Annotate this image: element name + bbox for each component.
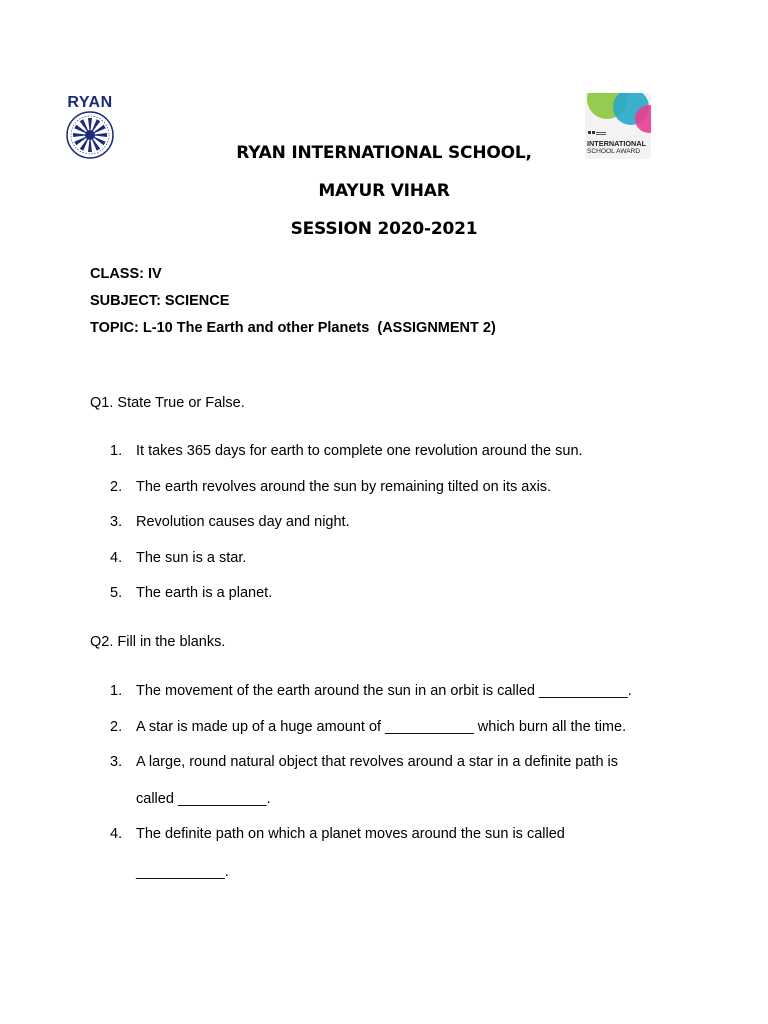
- item-number: 3.: [110, 754, 123, 770]
- item-text: The movement of the earth around the sun in an orbit is called ___________.: [136, 683, 632, 699]
- award-line1: INTERNATIONAL: [587, 139, 647, 148]
- item-number: 5.: [110, 585, 123, 601]
- ryan-wordmark: RYAN: [67, 94, 113, 111]
- list-item: [110, 443, 583, 459]
- item-number: 3.: [110, 514, 123, 530]
- item-text: A star is made up of a huge amount of ___________ which burn all the time.: [136, 719, 627, 735]
- topic-label: TOPIC: L-10 The Earth and other Planets (ASSIGNMENT 2): [90, 320, 496, 336]
- list-item: [110, 683, 632, 699]
- subject-label: SUBJECT: SCIENCE: [90, 293, 230, 309]
- q1-heading: Q1. State True or False.: [90, 395, 245, 411]
- list-item: [110, 585, 272, 601]
- q2-heading: Q2. Fill in the blanks.: [90, 634, 226, 650]
- list-item: [110, 514, 350, 530]
- item-text: The sun is a star.: [136, 550, 247, 566]
- list-item: [110, 550, 246, 566]
- school-name-title: RYAN INTERNATIONAL SCHOOL,: [236, 143, 532, 163]
- list-item: [110, 479, 551, 495]
- item-number: 1.: [110, 683, 123, 699]
- item-continuation: called ___________.: [136, 791, 271, 807]
- item-text: Revolution causes day and night.: [136, 514, 350, 530]
- item-text: It takes 365 days for earth to complete one revolution around the sun.: [136, 443, 583, 459]
- school-branch-title: MAYUR VIHAR: [318, 181, 450, 201]
- item-text: The definite path on which a planet moves around the sun is called: [136, 826, 565, 842]
- item-number: 4.: [110, 826, 123, 842]
- item-number: 2.: [110, 719, 123, 735]
- item-number: 2.: [110, 479, 123, 495]
- award-line2: SCHOOL AWARD: [587, 148, 641, 155]
- item-number: 4.: [110, 550, 123, 566]
- item-text: The earth is a planet.: [136, 585, 273, 601]
- session-title: SESSION 2020-2021: [290, 219, 478, 239]
- list-item: [110, 719, 626, 735]
- class-label: CLASS: IV: [90, 266, 162, 282]
- item-text: The earth revolves around the sun by remaining tilted on its axis.: [136, 479, 552, 495]
- item-continuation: ___________.: [136, 864, 229, 880]
- list-item: [110, 826, 565, 842]
- item-number: 1.: [110, 443, 123, 459]
- list-item: [110, 754, 618, 770]
- item-text: A large, round natural object that revolves around a star in a definite path is: [136, 754, 619, 770]
